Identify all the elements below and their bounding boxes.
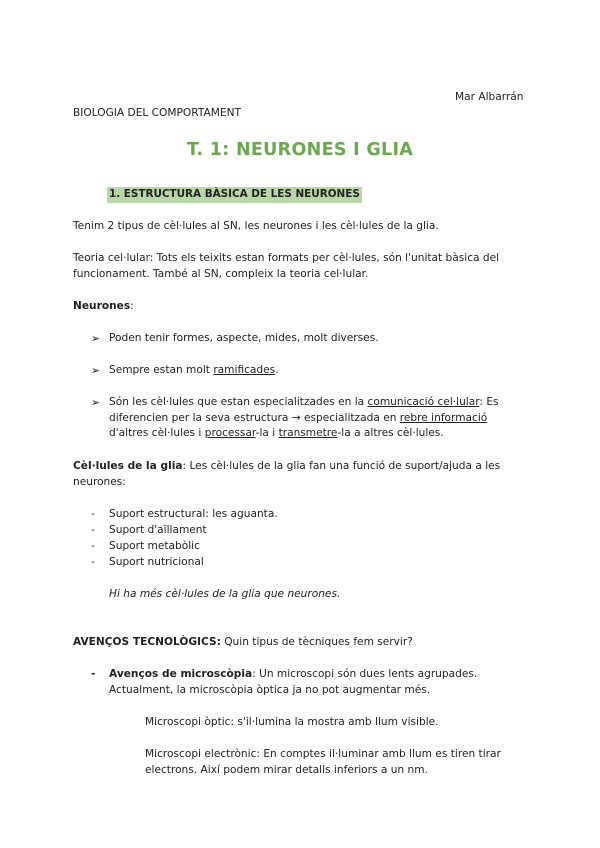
- text-span: -la a altres cèl·lules.: [337, 427, 444, 439]
- text-line: electrons. Així podem mirar detalls inferiors a un nm.: [145, 763, 428, 776]
- text-span: d'altres cèl·lules i: [109, 427, 205, 439]
- text-span: : Un microscopi són dues lents agrupades.: [252, 668, 478, 680]
- neurones-label: Neurones: [73, 300, 131, 312]
- microscopy-item: [91, 667, 531, 698]
- dash-bullet: -: [91, 540, 95, 552]
- text-line: [109, 395, 531, 411]
- intro-paragraph: Tenim 2 tipus de cèl·lules al SN, les neurones i les cèl·lules de la glia.: [73, 220, 439, 232]
- arrow-bullet-icon: ➢: [91, 332, 101, 345]
- microscopy-label: Avenços de microscòpia: [109, 668, 253, 680]
- text-span: diferencien per la seva estructura → especialitzada en: [109, 411, 400, 424]
- dash-bullet: -: [91, 508, 95, 520]
- glia-note: Hi ha més cèl·lules de la glia que neurones.: [109, 588, 341, 600]
- neurones-item-2: [91, 363, 531, 379]
- neurones-item-1: [91, 331, 531, 347]
- neurones-heading: [73, 299, 533, 315]
- dash-bullet: -: [91, 668, 96, 680]
- neurones-item-2-text: [109, 363, 531, 379]
- dash-bullet: -: [91, 556, 95, 568]
- underlined-term: processar: [204, 427, 256, 439]
- author-name: Mar Albarrán: [455, 91, 524, 103]
- avencos-question: Quin tipus de tècniques fem servir?: [220, 636, 413, 648]
- glia-item-1: [91, 507, 278, 523]
- glia-paragraph: [73, 459, 533, 490]
- neurones-colon: :: [130, 300, 134, 312]
- avencos-label: AVENÇOS TECNOLÒGICS:: [73, 636, 221, 648]
- text-span: .: [275, 364, 279, 376]
- glia-item-text: Suport nutricional: [109, 556, 204, 568]
- text-span: : Es: [479, 396, 499, 408]
- cell-theory-paragraph: [73, 251, 533, 282]
- text-line: Actualment, la microscòpia òptica ja no pot augmentar més.: [109, 683, 431, 696]
- text-line: [109, 411, 531, 427]
- arrow-bullet-icon: ➢: [91, 364, 101, 377]
- section-heading-structure: 1. ESTRUCTURA BÀSICA DE LES NEURONES: [107, 187, 362, 203]
- arrow-bullet-icon: ➢: [91, 396, 101, 409]
- page-title: T. 1: NEURONES I GLIA: [186, 140, 414, 160]
- glia-label: Cèl·lules de la glia: [73, 460, 183, 472]
- text-line: [109, 426, 531, 442]
- glia-item-4: [91, 555, 204, 571]
- microscopy-text: [109, 667, 477, 698]
- neurones-item-3: [91, 395, 531, 442]
- glia-item-3: [91, 539, 200, 555]
- underlined-term: ramificades: [213, 364, 276, 376]
- text-line: [73, 459, 533, 475]
- text-line: neurones:: [73, 475, 126, 488]
- text-span: Són les cèl·lules que estan especialitzades en la: [109, 396, 368, 408]
- glia-item-text: Suport metabòlic: [109, 540, 200, 552]
- text-span: -la i: [255, 427, 279, 439]
- avencos-heading: [73, 635, 533, 651]
- text-span: Sempre estan molt: [109, 364, 214, 376]
- cell-theory-line-1: Teoria cel·lular: Tots els teixits estan formats per cèl·lules, són l'unitat bàsica del: [73, 252, 500, 264]
- underlined-term: comunicació cel·lular: [367, 396, 480, 408]
- text-span: : Les cèl·lules de la glia fan una funció de suport/ajuda a les: [182, 460, 501, 472]
- text-line: Microscopi electrònic: En comptes il·luminar amb llum es tiren tirar: [145, 748, 501, 760]
- neurones-item-1-text: Poden tenir formes, aspecte, mides, molt diverses.: [109, 332, 379, 344]
- neurones-item-3-text: [109, 395, 531, 442]
- glia-item-text: Suport d'aïllament: [109, 524, 207, 536]
- electron-microscope-text: [145, 747, 545, 778]
- glia-item-text: Suport estructural: les aguanta.: [109, 508, 278, 520]
- text-line: [109, 667, 477, 683]
- underlined-term: transmetre: [278, 427, 338, 439]
- optical-microscope-text: Microscopi òptic: s'il·lumina la mostra amb llum visible.: [145, 716, 439, 728]
- dash-bullet: -: [91, 524, 95, 536]
- course-name: BIOLOGIA DEL COMPORTAMENT: [73, 107, 241, 119]
- glia-item-2: [91, 523, 207, 539]
- cell-theory-line-2: funcionament. També al SN, compleix la teoria cel·lular.: [73, 267, 369, 280]
- underlined-term: rebre informació: [399, 411, 488, 424]
